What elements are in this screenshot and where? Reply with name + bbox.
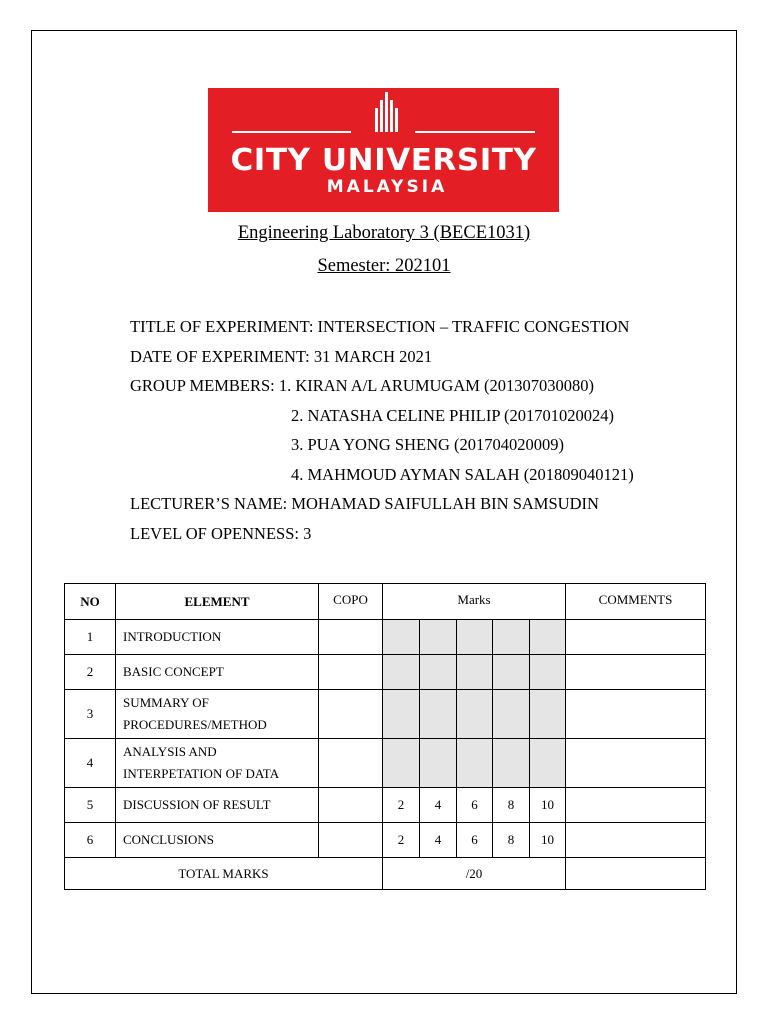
- experiment-title: TITLE OF EXPERIMENT: INTERSECTION – TRAFFIC CONGESTION: [130, 317, 630, 336]
- table-row: 6 CONCLUSIONS 2 4 6 8 10: [65, 823, 706, 858]
- member-3: 3. PUA YONG SHENG (201704020009): [291, 435, 565, 454]
- header-copo: COPO: [319, 584, 383, 620]
- semester: Semester: 202101: [317, 256, 451, 276]
- member-2: 2. NATASHA CELINE PHILIP (201701020024): [291, 406, 615, 425]
- header-comments: COMMENTS: [566, 584, 706, 620]
- level-of-openness: LEVEL OF OPENNESS: 3: [130, 524, 312, 543]
- header-element: ELEMENT: [116, 584, 319, 620]
- lecturer-name: LECTURER’S NAME: MOHAMAD SAIFULLAH BIN SAMSUDIN: [130, 494, 599, 513]
- table-row: 2 BASIC CONCEPT: [65, 655, 706, 690]
- total-marks-value: /20: [383, 858, 566, 890]
- experiment-date: DATE OF EXPERIMENT: 31 MARCH 2021: [130, 347, 433, 366]
- table-row: 5 DISCUSSION OF RESULT 2 4 6 8 10: [65, 788, 706, 823]
- marks-table: [64, 583, 706, 890]
- logo-country: MALAYSIA: [326, 177, 448, 197]
- table-row: 1 INTRODUCTION: [65, 620, 706, 655]
- total-marks-label: TOTAL MARKS: [65, 858, 383, 890]
- logo-name: CITY UNIVERSITY: [230, 143, 538, 178]
- member-4: 4. MAHMOUD AYMAN SALAH (201809040121): [291, 465, 634, 484]
- group-members: GROUP MEMBERS: 1. KIRAN A/L ARUMUGAM (201307030080): [130, 376, 595, 395]
- total-row: [65, 858, 706, 890]
- header-marks: Marks: [383, 584, 566, 620]
- table-header: [65, 584, 706, 620]
- header-no: NO: [65, 584, 116, 620]
- table-row: 3 SUMMARY OF PROCEDURES/METHOD: [65, 690, 706, 739]
- university-logo: [208, 88, 559, 212]
- table-row: 4 ANALYSIS AND INTERPETATION OF DATA: [65, 739, 706, 788]
- course-title: Engineering Laboratory 3 (BECE1031): [237, 223, 531, 243]
